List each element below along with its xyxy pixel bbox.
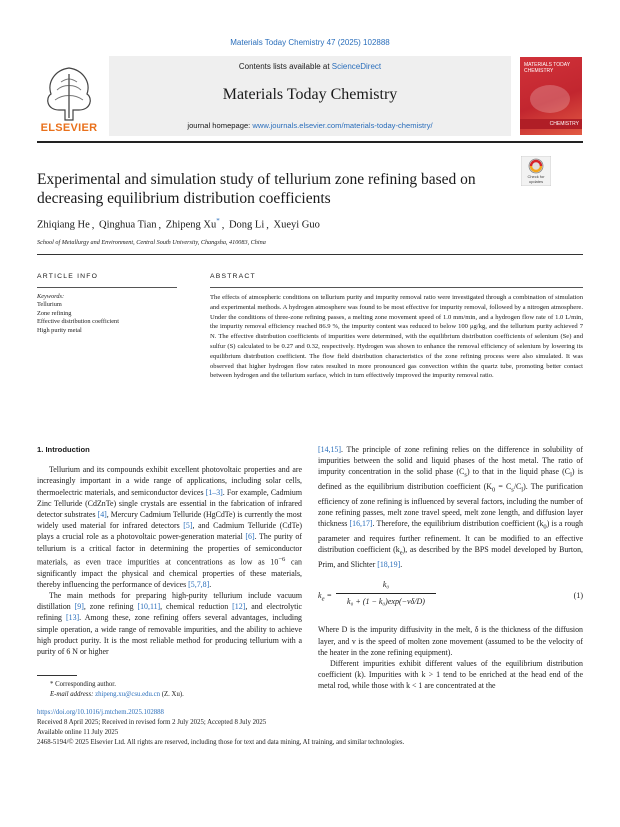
reference-link[interactable]: [14,15] (318, 445, 342, 454)
affiliation-divider (37, 254, 583, 255)
keyword: Zone refining (37, 309, 72, 317)
intro-paragraph-5: Different impurities exhibit different values of the equilibrium distribution coefficient (k). Impurities with k > 1 tend to be enriched at the head end of the metal rod, while those with k < 1 are concentrated at the (318, 658, 583, 691)
keywords-block (37, 293, 187, 335)
equation-fraction (336, 579, 436, 606)
crossmark-label[interactable]: Check for updates (527, 174, 545, 184)
abstract-text: The effects of atmospheric conditions on tellurium purity and impurity removal ratio were investigated through a combination of simulation and experimental methods. A hydrogen atmosphere was found to be most effective for impurity removal, followed by a nitrogen atmosphere. Under the conditions of three-zone refining passes, a melting zone movement speed of 1.0 mm/min, and a hydrogen flow rate of 1.0 L/min, the impurity removal efficiency reached 86.9 %, the impurity content was reduced to below 100 μg/kg, and the tellurium purity achieved 7 N. The effective distribution coefficients of impurities were determined, with the equilibrium distribution coefficients of selenium (Se) and sulfur (S) calculated to be 0.27 and 0.32, respectively. Hydrogen was shown to enhance the removal efficiency of selenium by lowering its equilibrium distribution coefficient. The flow field distribution characteristics of the zone refining process were also simulated. It was observed that higher hydrogen flow rates resulted in more pronounced gas convection within the quartz tube, promoting better contact between hydrogen and the tellurium surface, which in turn effectively improved the impurity removal ratio. (210, 294, 583, 380)
journal-info-box (109, 56, 511, 136)
equation-1 (318, 578, 583, 616)
equation-number: (1) (573, 591, 583, 601)
section-title-introduction: 1. Introduction (37, 445, 90, 454)
cover-title: MATERIALS TODAY CHEMISTRY (524, 62, 570, 74)
publication-info (37, 708, 404, 748)
author-affiliation: School of Metallurgy and Environment, Central South University, Changsha, 410083, China (37, 239, 266, 246)
journal-homepage-link[interactable]: www.journals.elsevier.com/materials-today-chemistry/ (252, 121, 433, 130)
abstract-rule (210, 287, 583, 288)
reference-link[interactable]: [13] (66, 613, 80, 623)
publisher-name: ELSEVIER (40, 122, 98, 134)
reference-link[interactable]: [9] (74, 602, 84, 612)
header-divider (37, 141, 583, 143)
article-title: Experimental and simulation study of tellurium zone refining based on decreasing equilibrium distribution coefficients (37, 171, 476, 207)
journal-masthead (37, 56, 583, 136)
keywords-label: Keywords: (37, 293, 65, 300)
article-info-heading: ARTICLE INFO (37, 273, 99, 280)
abstract-heading: ABSTRACT (210, 273, 256, 280)
homepage-line (109, 121, 511, 130)
reference-link[interactable]: [18,19] (377, 560, 401, 570)
author-name[interactable]: Qinghua Tian (99, 219, 157, 231)
body-right-column (318, 444, 583, 692)
article-info-rule (37, 287, 177, 288)
keyword: Effective distribution coefficient (37, 318, 119, 326)
author-name[interactable]: Zhiqiang He (37, 219, 90, 231)
contents-prefix: Contents lists available at (238, 62, 332, 71)
intro-paragraph-3: [14,15]. The principle of zone refining relies on the difference in solubility of impurities between the solid and liquid phases of the host metal. The ratio of impurity concentration in the solid phase $(C_s)$ to that in the liquid phase $(C_l)$ is defined as the equilibrium distribution coefficient $(K_0 = C_s/C_l)$. The purification efficiency of zone refining is influenced by several factors, including the number of zone refining passes, melt zone travel speed, melt zone length, and diffusion layer thickness [16,17]. Therefore, the equilibrium distribution coefficient $(k_0)$ is a rough parameter and requires further refinement. It can be modified to an effective distribution coefficient $(k_e)$, as described by the BPS model developed by Burton, Prim, and Slichter [18,19]. (318, 445, 583, 570)
intro-paragraph-2: The main methods for preparing high-purity tellurium include vacuum distillation [9], zone refining [10,11], chemical reduction [12], and electrolytic refining [13]. Among these, zone refining offers several advantages, including simple operation, a wide range of removable impurities, and the ability to achieve high product purity. It is the most reliable method for producing tellurium with a purity of 6 N or higher (37, 591, 302, 657)
reference-link[interactable]: [5,7,8] (188, 579, 210, 589)
footnote-rule (37, 675, 77, 676)
online-date: Available online 11 July 2025 (37, 729, 119, 736)
corresponding-author-mark[interactable]: * (216, 217, 220, 225)
equation-numerator: k₀ (336, 579, 436, 593)
body-left-column (37, 444, 302, 657)
reference-link[interactable]: [6] (245, 532, 255, 542)
received-dates: Received 8 April 2025; Received in revised form 2 July 2025; Accepted 8 July 2025 (37, 719, 267, 726)
copyright-line: 2468-5194/© 2025 Elsevier Ltd. All rights are reserved, including those for text and data mining, AI training, and similar technologies. (37, 739, 405, 746)
author-name[interactable]: Dong Li (228, 219, 265, 231)
intro-paragraph-4: Where D is the impurity diffusivity in the melt, δ is the thickness of the diffusion layer, and v is the speed of molten zone movement (assumed to be the velocity of the heater in the zone refining equipment). (318, 625, 583, 657)
author-name[interactable]: Zhipeng Xu (165, 219, 217, 231)
author-list: Zhiqiang He , Qinghua Tian , Zhipeng Xu* , Dong Li , Xueyi Guo (37, 217, 320, 231)
homepage-prefix: journal homepage: (187, 121, 253, 130)
keyword: High purity metal (37, 326, 82, 334)
reference-link[interactable]: [10,11] (137, 602, 161, 612)
journal-title: Materials Today Chemistry (222, 86, 398, 103)
reference-link[interactable]: [12] (232, 602, 246, 612)
reference-link[interactable]: [4] (97, 510, 107, 520)
reference-link[interactable]: [5] (183, 521, 193, 531)
cover-band: CHEMISTRY (520, 119, 582, 129)
intro-paragraph-1: Tellurium and its compounds exhibit excellent photovoltaic properties and are increasingly important in a wide range of applications, including solar cells, thermoelectric materials, and semiconductor devices [1–3]. For example, Cadmium Zinc Telluride (CdZnTe) single crystals are essential in the fabrication of infrared detector substrates [4], Mercury Cadmium Telluride (HgCdTe) is currently the most widely used material for infrared detectors [5], and Cadmium Telluride (CdTe) plays a crucial role as a photovoltaic power-generation material [6]. The purity of tellurium is a critical factor in determining the properties of semiconductor materials, as even trace impurities at concentrations as low as $10^{-6}$ can significantly impact the physical and chemical properties of these materials, thereby influencing the performance of devices [5,7,8]. (37, 465, 302, 589)
keyword: Tellurium (37, 301, 62, 309)
contents-line (109, 62, 511, 71)
reference-link[interactable]: [1–3] (205, 487, 223, 497)
elsevier-tree-logo (37, 60, 101, 130)
journal-cover-image (520, 57, 582, 135)
email-link[interactable]: zhipeng.xu@csu.edu.cn (95, 691, 161, 698)
reference-link[interactable]: [16,17] (349, 519, 373, 529)
equation-lhs: $k_e$ = (318, 591, 332, 603)
author-name[interactable]: Xueyi Guo (273, 219, 320, 231)
corresponding-author-footnote: * Corresponding author. E-mail address: zhipeng.xu@csu.edu.cn (Z. Xu). (50, 681, 184, 698)
equation-denominator: k₀ + (1 − k₀)exp(−vδ/D) (347, 596, 425, 606)
cover-graphic (530, 85, 570, 113)
doi-link[interactable]: https://doi.org/10.1016/j.mtchem.2025.102888 (37, 709, 164, 716)
citation-link[interactable]: Materials Today Chemistry 47 (2025) 102888 (230, 38, 390, 47)
sciencedirect-link[interactable]: ScienceDirect (331, 62, 382, 71)
